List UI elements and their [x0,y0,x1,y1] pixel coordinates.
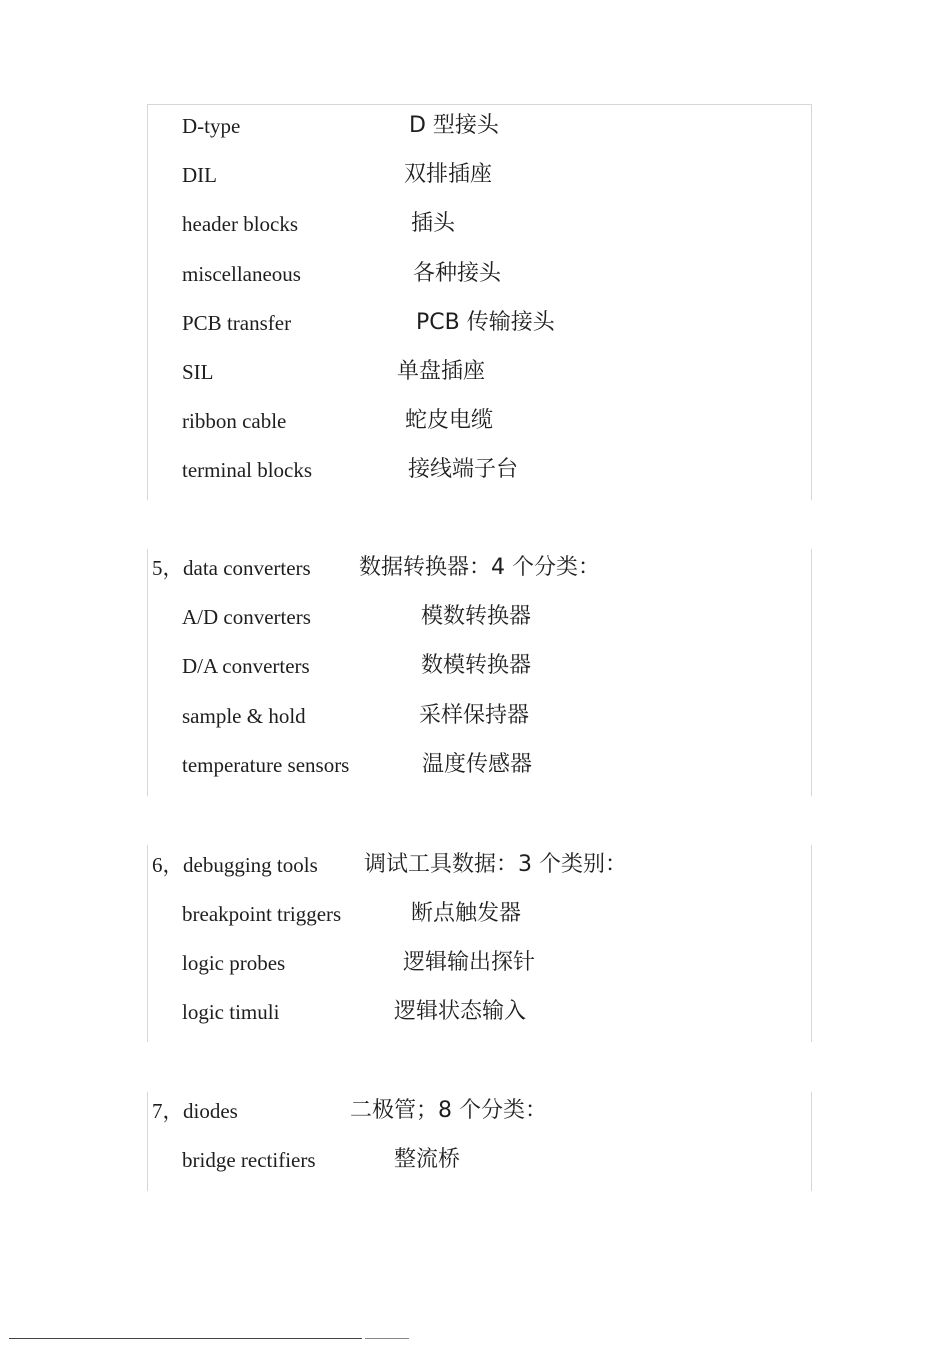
list-item [148,259,811,289]
footer-rule-short [365,1338,409,1339]
chinese-term: 断点触发器 [411,901,522,926]
data-converters-section [147,549,812,796]
english-term: breakpoint triggers [182,902,342,926]
section-heading [148,1096,811,1126]
list-item [148,455,811,485]
chinese-heading: 数据转换器：4 个分类： [359,555,600,580]
english-term: sample & hold [182,704,306,728]
english-term: ribbon cable [182,409,287,433]
english-term: header blocks [182,212,299,236]
chinese-term: 双排插座 [404,162,493,187]
section-heading [148,553,811,583]
english-heading: diodes [183,1099,238,1123]
english-term: D/A converters [182,654,310,678]
english-term: terminal blocks [182,458,313,482]
chinese-term: 各种接头 [413,261,502,286]
list-item [148,111,811,141]
chinese-term: 整流桥 [394,1147,461,1172]
chinese-term: 单盘插座 [397,359,486,384]
list-item [148,209,811,239]
chinese-heading: 二极管；8 个分类： [350,1098,547,1123]
list-item [148,406,811,436]
english-term: D-type [182,114,241,138]
chinese-term: D 型接头 [409,113,499,138]
english-heading: debugging tools [183,853,318,877]
list-item [148,701,811,731]
chinese-term: 逻辑状态输入 [394,999,527,1024]
chinese-heading: 调试工具数据：3 个类别： [364,852,627,877]
footer-rule [9,1338,362,1339]
connectors-section [147,104,812,500]
list-item [148,602,811,632]
english-term: logic probes [182,951,286,975]
diodes-section [147,1092,812,1191]
section-number: 5， [152,556,184,580]
debugging-tools-section [147,845,812,1042]
section-number: 7， [152,1099,184,1123]
chinese-term: 数模转换器 [421,653,532,678]
chinese-term: 蛇皮电缆 [405,408,494,433]
chinese-term: 采样保持器 [419,703,530,728]
english-heading: data converters [183,556,311,580]
list-item [148,308,811,338]
list-item [148,997,811,1027]
chinese-term: PCB 传输接头 [416,310,555,335]
chinese-term: 插头 [411,211,456,236]
list-item [148,899,811,929]
english-term: temperature sensors [182,753,350,777]
english-term: PCB transfer [182,311,292,335]
list-item [148,1145,811,1175]
english-term: miscellaneous [182,262,301,286]
english-term: SIL [182,360,214,384]
list-item [148,750,811,780]
english-term: A/D converters [182,605,311,629]
chinese-term: 逻辑输出探针 [403,950,536,975]
section-number: 6， [152,853,184,877]
list-item [148,357,811,387]
chinese-term: 接线端子台 [408,457,519,482]
chinese-term: 模数转换器 [421,604,532,629]
list-item [148,160,811,190]
english-term: DIL [182,163,217,187]
english-term: bridge rectifiers [182,1148,316,1172]
list-item [148,651,811,681]
section-heading [148,850,811,880]
english-term: logic timuli [182,1000,280,1024]
chinese-term: 温度传感器 [422,752,533,777]
list-item [148,948,811,978]
